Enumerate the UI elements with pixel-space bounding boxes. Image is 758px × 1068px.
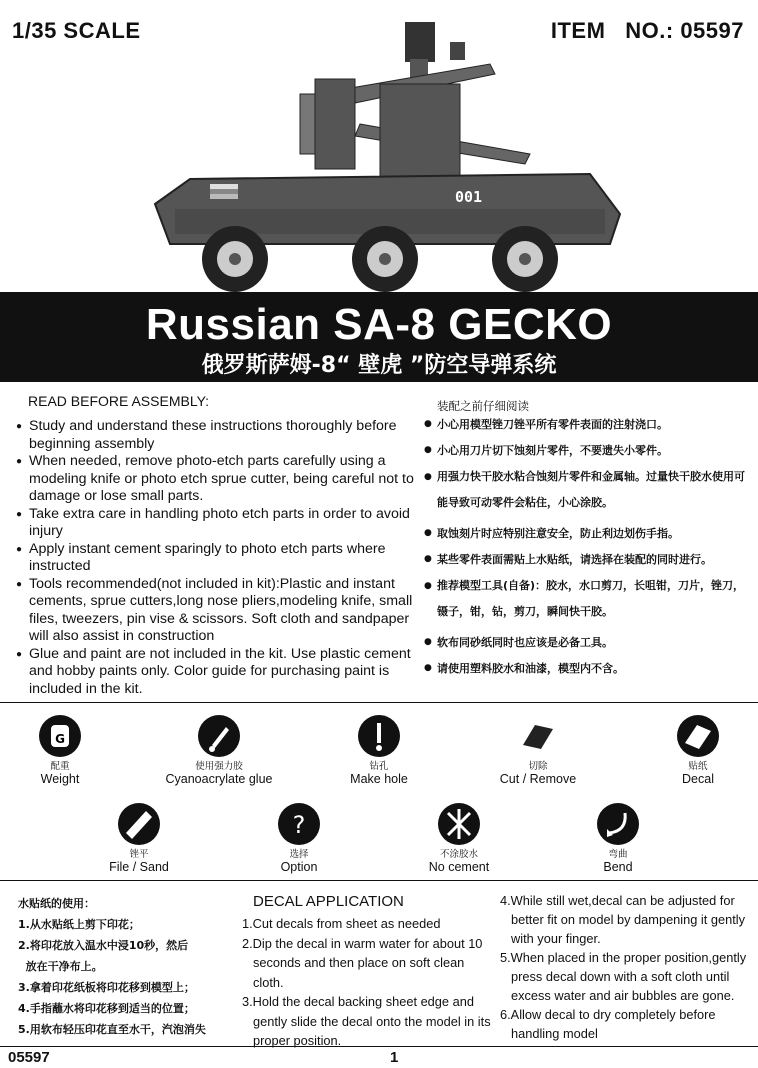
no-cement-icon (438, 803, 480, 845)
list-item: ● 请使用塑料胶水和油漆，模型内不含。 (424, 662, 754, 675)
symbol-option (239, 803, 359, 874)
title-chinese: 俄罗斯萨姆-8“ 壁虎 ”防空导弹系统 (201, 353, 557, 378)
list-item: 3.Hold the decal backing sheet edge and gently slide the decal onto the model in its proper position. (242, 994, 491, 1048)
list-item: 5.用软布轻压印花直至水干，汽泡消失 (18, 1023, 206, 1036)
symbol-label-cn: 锉平 (129, 849, 149, 860)
scale-label: 1/35 SCALE (12, 18, 141, 43)
symbol-glue (159, 715, 279, 786)
symbol-label-en: Make hole (350, 772, 408, 786)
list-item: ● 小心用刀片切下蚀刻片零件，不要遗失小零件。 (424, 444, 754, 457)
vehicle-marking: 001 (455, 188, 483, 206)
list-item: ● Tools recommended(not included in kit):Plastic and instant cements, sprue cutters,long nose pliers,modeling knife, small files, tweezers, pin vise & scissors. Soft cloth and sandpaper will also assist in construction (14, 576, 414, 646)
list-item: ● 某些零件表面需贴上水贴纸，请选择在装配的同时进行。 (424, 553, 754, 566)
symbol-label-cn: 使用强力胶 (195, 761, 243, 772)
bend-icon (597, 803, 639, 845)
item-number: ITEM NO.: 05597 (550, 18, 744, 43)
decal-en-steps-2 (500, 891, 750, 1043)
list-item: 2.将印花放入温水中浸10秒，然后 (18, 939, 189, 952)
symbol-label-cn: 钻孔 (369, 761, 389, 772)
symbol-label-cn: 弯曲 (608, 849, 628, 860)
list-item: ● 软布同砂纸同时也应该是必备工具。 (424, 636, 754, 649)
list-item: ● When needed, remove photo-etch parts carefully using a modeling knife or photo etch sprue cutter, being careful not to damage or lose small parts. (14, 453, 414, 506)
radar-box (405, 22, 435, 62)
file-icon (118, 803, 160, 845)
svg-text:?: ? (292, 811, 306, 839)
symbol-drill (319, 715, 439, 786)
symbol-label-en: Bend (603, 860, 633, 874)
symbol-decal (638, 715, 758, 786)
list-item: 5.When placed in the proper position,gently press decal down with a soft cloth until excess water and air bubbles are gone. (500, 950, 747, 1003)
symbol-label-en: Decal (682, 772, 714, 786)
english-instructions-list (14, 418, 414, 698)
vehicle-illustration (150, 14, 630, 294)
symbol-label-cn: 配重 (50, 761, 70, 772)
page-number: 1 (390, 1049, 399, 1066)
decal-application-title: DECAL APPLICATION (253, 893, 404, 910)
list-item: 4.手指蘸水将印花移到适当的位置； (18, 1002, 195, 1015)
symbol-weight (0, 715, 120, 786)
weight-icon (39, 715, 81, 757)
divider (0, 1046, 758, 1047)
list-item: ● Study and understand these instructions thoroughly before beginning assembly (14, 418, 414, 453)
decal-icon (677, 715, 719, 757)
list-item: 2.Dip the decal in warm water for about 10 seconds and then place on soft clean cloth. (242, 935, 483, 990)
svg-text:G: G (55, 732, 65, 746)
list-item: 4.While still wet,decal can be adjusted for better fit on model by dampening it gently with your finger. (500, 893, 746, 946)
list-item: ● Glue and paint are not included in the kit. Use plastic cement and hobby paints only. Color guide for purchasing paint is included in the kit. (14, 646, 414, 699)
title-english: Russian SA-8 GECKO (145, 300, 613, 349)
list-item: 1.Cut decals from sheet as needed (242, 916, 441, 931)
symbol-label-en: Cut / Remove (499, 772, 577, 786)
option-icon (278, 803, 320, 845)
divider (0, 702, 758, 703)
drill-icon (358, 715, 400, 757)
chinese-instructions-title: 装配之前仔细阅读 (437, 399, 529, 413)
symbol-file (79, 803, 199, 874)
decal-cn-steps (18, 914, 248, 1040)
cut-icon (517, 715, 559, 757)
divider (0, 880, 758, 881)
footer-item-number: 05597 (8, 1049, 50, 1066)
symbol-label-en: No cement (428, 860, 490, 874)
symbol-label-en: File / Sand (109, 860, 169, 874)
symbol-label-en: Option (280, 860, 318, 874)
list-item: 放在干净布上。 (18, 960, 103, 973)
list-item: 3.拿着印花纸板将印花移到模型上； (18, 981, 195, 994)
chinese-instructions-list (424, 418, 754, 675)
glue-icon (198, 715, 240, 757)
list-item: ● 取蚀刻片时应特别注意安全，防止利边划伤手指。 (424, 527, 754, 540)
symbol-label-cn: 切除 (528, 761, 548, 772)
symbol-no-cement (399, 803, 519, 874)
symbol-label-en: Weight (40, 772, 80, 786)
list-item: 1.从水贴纸上剪下印花； (18, 918, 140, 931)
symbol-label-cn: 贴纸 (688, 761, 708, 772)
symbol-cut (478, 715, 598, 786)
read-before-assembly-title: READ BEFORE ASSEMBLY: (28, 393, 210, 409)
symbol-label-cn: 不涂胶水 (439, 849, 478, 860)
list-item: ● 推荐模型工具(自备)：胶水，水口剪刀，长咀钳，刀片，锉刀，镊子，钳，钻，剪刀，瞬间快干胶。 (424, 573, 754, 625)
decal-cn-title: 水贴纸的使用： (18, 897, 95, 910)
decal-en-steps (242, 914, 498, 1051)
list-item: ● Apply instant cement sparingly to photo etch parts where instructed (14, 541, 414, 576)
list-item: ● 小心用模型锉刀锉平所有零件表面的注射浇口。 (424, 418, 754, 431)
list-item: 6.Allow decal to dry completely before handling model (500, 1007, 716, 1041)
symbol-label-cn: 选择 (289, 849, 309, 860)
symbol-label-en: Cyanoacrylate glue (165, 772, 273, 786)
list-item: ● 用强力快干胶水粘合蚀刻片零件和金属轴。过量快干胶水使用可能导致可动零件会粘住，小心涂胶。 (424, 464, 754, 516)
list-item: ● Take extra care in handling photo etch parts in order to avoid injury (14, 506, 414, 541)
symbol-bend (558, 803, 678, 874)
